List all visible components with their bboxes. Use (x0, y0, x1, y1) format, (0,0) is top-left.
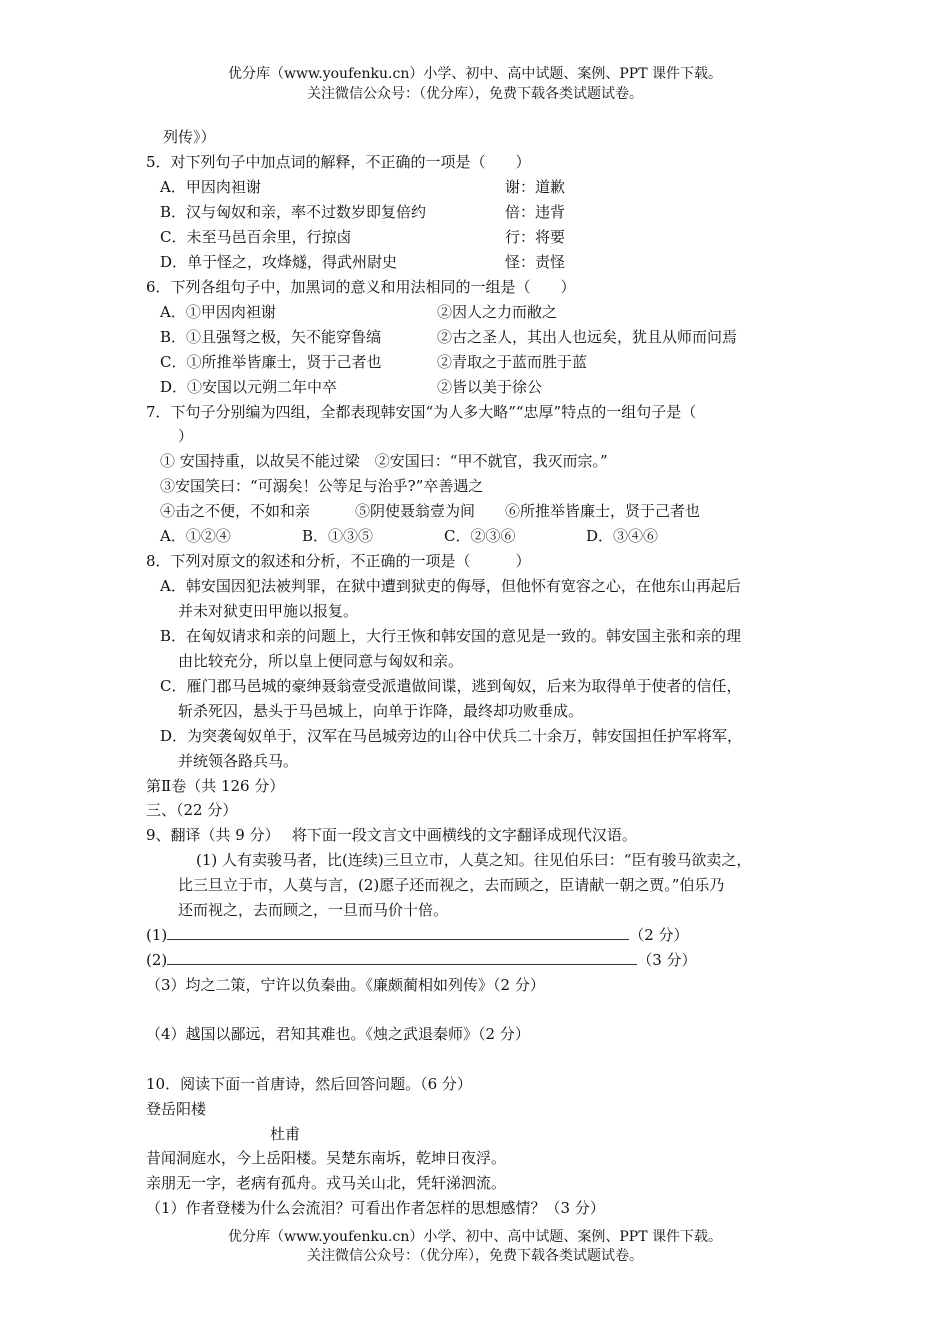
q7-choice-d: D．③④⑥ (586, 527, 659, 545)
q6-option-a-1: A．①甲因肉袒谢 (160, 303, 276, 321)
q7-choice-a: A．①②④ (160, 527, 231, 545)
q9-answer-2 (146, 950, 697, 970)
part-2-heading: 第Ⅱ卷（共 126 分） (146, 777, 285, 795)
continued-text: 列传》） (163, 128, 216, 146)
header-line-2: 关注微信公众号：（优分库），免费下载各类试题试卷。 (307, 86, 643, 102)
q6-option-c-1: C．①所推举皆廉士，贤于己者也 (160, 353, 382, 371)
q9-stem: 9、翻译（共 9 分） 将下面一段文言文中画横线的文字翻译成现代汉语。 (146, 826, 637, 844)
q9-answer-2-score: （3 分） (637, 951, 697, 969)
q5-option-b: B．汉与匈奴和亲，率不过数岁即复倍约 (160, 203, 427, 221)
q7-sentences-2: ③安国笑曰：“可溺矣！公等足与治乎?”卒善遇之 (160, 477, 484, 495)
q5-option-a: A．甲因肉袒谢 (160, 178, 261, 196)
q7-choice-b: B．①③⑤ (302, 527, 374, 545)
q8-option-b-line-2: 由比较充分，所以皇上便同意与匈奴和亲。 (178, 652, 464, 670)
q5-option-b-expl: 倍：违背 (505, 203, 566, 221)
poem-line-2: 亲朋无一字，老病有孤舟。戎马关山北，凭轩涕泗流。 (146, 1174, 507, 1192)
footer-line-2: 关注微信公众号：（优分库），免费下载各类试题试卷。 (307, 1248, 643, 1264)
q9-answer-1-label: (1) (146, 926, 168, 944)
q6-stem: 6．下列各组句子中，加黑词的意义和用法相同的一组是（ ） (146, 278, 576, 296)
q7-stem: 7．下句子分别编为四组，全都表现韩安国“为人多大略”“忠厚”特点的一组句子是（ (146, 403, 697, 421)
q8-option-c-line-2: 斩杀死囚，悬头于马邑城上，向单于诈降，最终却功败垂成。 (178, 702, 584, 720)
q9-passage-line-1: (1) 人有卖骏马者，比(连续)三旦立市，人莫之知。往见伯乐曰：“臣有骏马欲卖之， (196, 851, 752, 869)
q6-option-b-2: ②古之圣人，其出人也远矣，犹且从师而问焉 (437, 328, 738, 346)
q7-stem-close: ） (178, 427, 194, 445)
q9-passage-line-3: 还而视之，去而顾之，一旦而马价十倍。 (178, 901, 449, 919)
poem-author: 杜甫 (270, 1125, 301, 1143)
q6-option-b-1: B．①且强弩之极，矢不能穿鲁缟 (160, 328, 382, 346)
footer-line-1: 优分库（www.youfenku.cn）小学、初中、高中试题、案例、PPT 课件下载。 (227, 1229, 722, 1245)
q8-option-a-line-2: 并未对狱吏田甲施以报复。 (178, 602, 359, 620)
q8-option-d-line-1: D．为突袭匈奴单于，汉军在马邑城旁边的山谷中伏兵二十余万，韩安国担任护军将军， (160, 727, 743, 745)
q5-option-a-expl: 谢：道歉 (505, 178, 566, 196)
q6-option-c-2: ②青取之于蓝而胜于蓝 (437, 353, 588, 371)
q9-answer-2-label: (2) (146, 951, 168, 969)
q7-sentences-3: ④击之不便，不如和亲 ⑤阴使聂翁壹为间 ⑥所推举皆廉士，贤于己者也 (160, 502, 701, 520)
q9-passage-line-2: 比三旦立于市，人莫与言，(2)愿子还而视之，去而顾之，臣请献一朝之贾。”伯乐乃 (178, 876, 725, 894)
q9-translate-4: （4）越国以鄙远，君知其难也。《烛之武退秦师》（2 分） (146, 1025, 530, 1043)
q5-option-c-expl: 行：将要 (505, 228, 566, 246)
q9-answer-1-line[interactable] (167, 925, 629, 940)
q5-option-d: D．单于怪之，攻烽燧，得武州尉史 (160, 253, 398, 271)
section-3-heading: 三、（22 分） (146, 801, 238, 819)
q7-choice-c: C．②③⑥ (444, 527, 516, 545)
poem-line-1: 昔闻洞庭水，今上岳阳楼。吴楚东南坼，乾坤日夜浮。 (146, 1149, 507, 1167)
q6-option-d-1: D．①安国以元朔二年中卒 (160, 378, 338, 396)
q5-option-c: C．未至马邑百余里，行掠卤 (160, 228, 352, 246)
q8-option-c-line-1: C．雁门郡马邑城的豪绅聂翁壹受派遣做间谍，逃到匈奴，后来为取得单于使者的信任， (160, 677, 742, 695)
q9-answer-2-line[interactable] (167, 950, 637, 965)
q8-option-a-line-1: A．韩安国因犯法被判罪，在狱中遭到狱吏的侮辱，但他怀有宽容之心，在他东山再起后 (160, 577, 741, 595)
q6-option-d-2: ②皆以美于徐公 (437, 378, 543, 396)
q10-sub-question-1: （1）作者登楼为什么会流泪？可看出作者怎样的思想感情？（3 分） (146, 1199, 605, 1217)
q6-option-a-2: ②因人之力而敝之 (437, 303, 558, 321)
poem-title: 登岳阳楼 (146, 1100, 207, 1118)
q8-stem: 8．下列对原文的叙述和分析，不正确的一项是（ ） (146, 552, 531, 570)
q8-option-d-line-2: 并统领各路兵马。 (178, 752, 299, 770)
q9-translate-3: （3）均之二策，宁许以负秦曲。《廉颇蔺相如列传》（2 分） (146, 976, 545, 994)
header-line-1: 优分库（www.youfenku.cn）小学、初中、高中试题、案例、PPT 课件下载。 (227, 66, 722, 82)
q5-stem: 5．对下列句子中加点词的解释，不正确的一项是（ ） (146, 153, 531, 171)
q5-option-d-expl: 怪：责怪 (505, 253, 566, 271)
q9-answer-1-score: （2 分） (629, 926, 689, 944)
q10-stem: 10．阅读下面一首唐诗，然后回答问题。（6 分） (146, 1075, 472, 1093)
q8-option-b-line-1: B．在匈奴请求和亲的问题上，大行王恢和韩安国的意见是一致的。韩安国主张和亲的理 (160, 627, 742, 645)
q9-answer-1 (146, 925, 689, 945)
q7-sentences-1: ① 安国持重，以故吴不能过梁 ②安国曰：“甲不就官，我灭而宗。” (160, 452, 608, 470)
